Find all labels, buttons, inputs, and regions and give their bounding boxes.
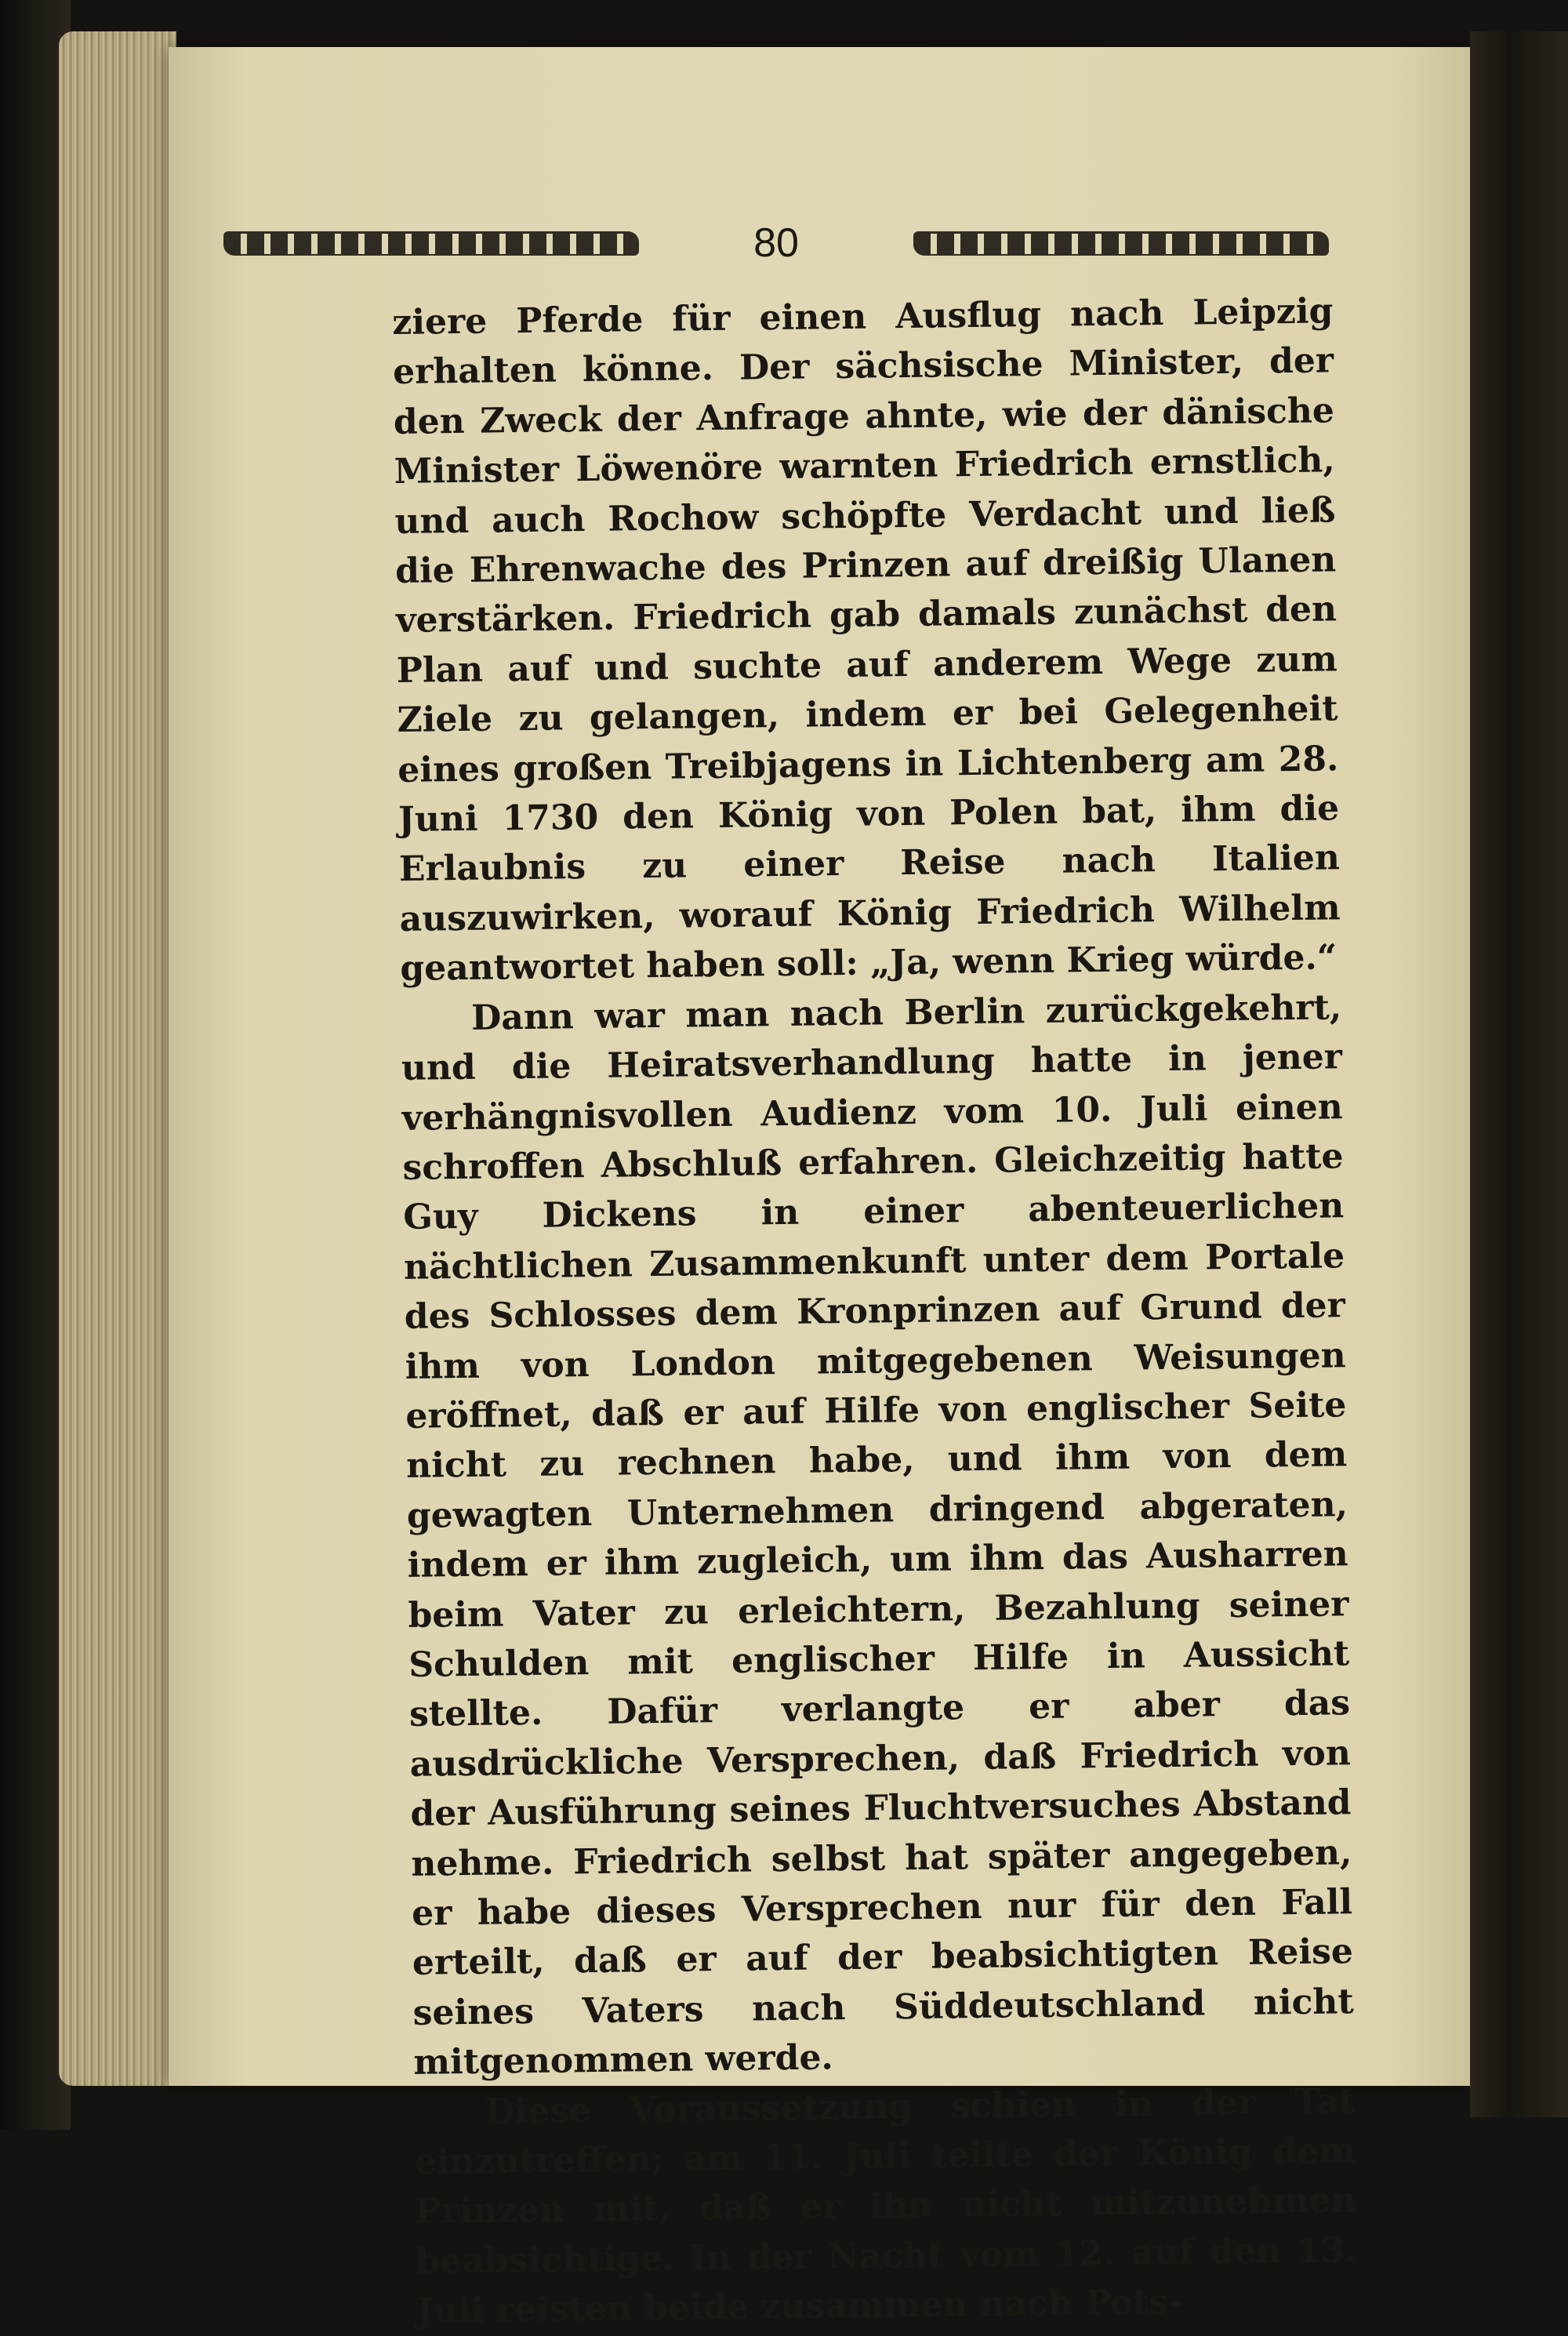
page-number: 80: [753, 220, 799, 266]
paragraph-1: ziere Pferde für einen Ausflug nach Leipzig erhalten könne. Der sächsische Minister, der den Zweck der Anfrage ahnte, wie der dänische Minister Löwenöre warnten Friedrich ernstlich, und auch Rochow schöpfte Verdacht und ließ die Ehrenwache des Prinzen auf dreißig Ulanen verstärken. Friedrich gab damals zunächst den Plan auf und suchte auf anderem Wege zum Ziele zu gelangen, indem er bei Gelegenheit eines großen Treibjagens in Lichtenberg am 28. Juni 1730 den König von Polen bat, ihm die Erlaubnis zu einer Reise nach Italien auszuwirken, worauf König Friedrich Wilhelm geantwortet haben soll: „Ja, wenn Krieg würde.“: [392, 291, 1341, 990]
header-ornament-right: [913, 231, 1329, 256]
page-stack-edges: [59, 31, 176, 2086]
facing-page-edge: [1470, 31, 1568, 2117]
paragraph-2: Dann war man nach Berlin zurückgekehrt, und die Heiratsverhandlung hatte in jener verhängnisvollen Audienz vom 10. Juli einen schroffen Abschluß erfahren. Gleichzeitig hatte Guy Dickens in einer abenteuerlichen nächtlichen Zusammenkunft unter dem Portale des Schlosses dem Kronprinzen auf Grund der ihm von London mitgegebenen Weisungen eröffnet, daß er auf Hilfe von englischer Seite nicht zu rechnen habe, und ihm von dem gewagten Unternehmen dringend abgeraten, indem er ihm zugleich, um ihm das Ausharren beim Vater zu erleichtern, Bezahlung seiner Schulden mit englischer Hilfe in Aussicht stellte. Dafür verlangte er aber das ausdrückliche Versprechen, daß Friedrich von der Ausführung seines Fluchtversuches Abstand nehme. Friedrich selbst hat später angegeben, er habe dieses Versprechen nur für den Fall erteilt, daß er auf der beabsichtigten Reise seines Vaters nach Süddeutschland nicht mitgenommen werde.: [401, 986, 1354, 2084]
body-text: [392, 286, 1358, 2336]
paragraph-3: Diese Voraussetzung schien in der Tat einzutreffen; am 11. Juli teilte der König dem Prinzen mit, daß er ihn nicht mitzunehmen beabsichtige. In der Nacht vom 12. auf den 13. Juli reisten beide zusammen nach Pots-: [414, 2080, 1357, 2332]
page-header: [223, 220, 1329, 267]
header-ornament-left: [223, 231, 639, 256]
